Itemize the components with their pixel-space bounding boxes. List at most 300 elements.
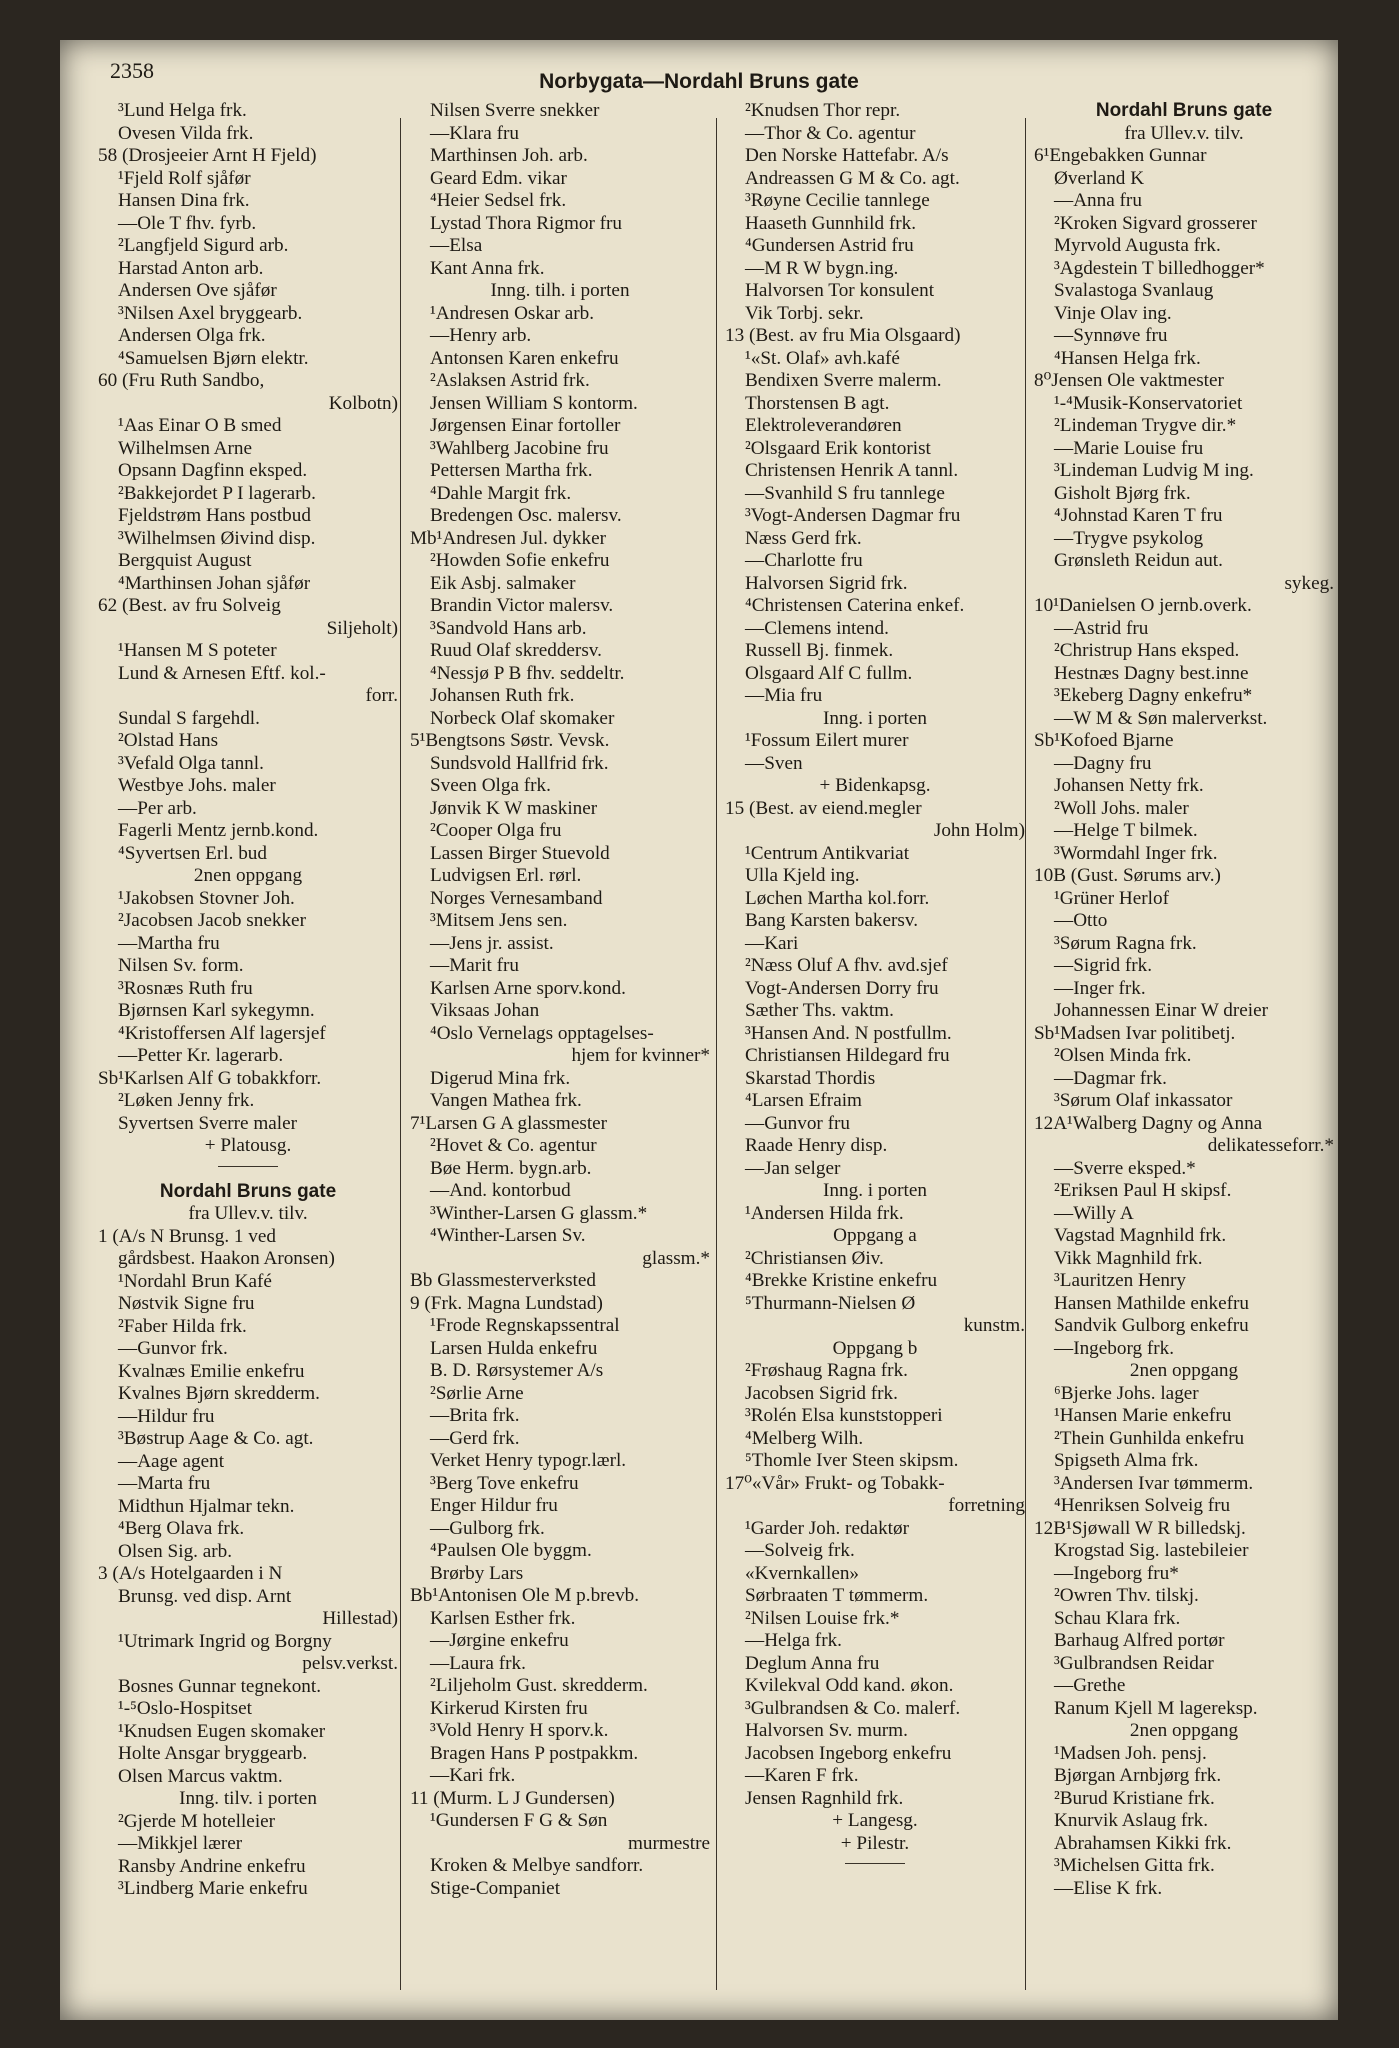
directory-entry: ⁴Marthinsen Johan sjåfør <box>118 572 311 594</box>
directory-entry: —W M & Søn malerverkst. <box>1054 707 1268 729</box>
directory-entry: Olsen Marcus vaktm. <box>118 1765 283 1787</box>
street-heading: Nordahl Bruns gate <box>159 1180 337 1202</box>
directory-entry: Larsen Hulda enkefru <box>430 1337 598 1359</box>
directory-entry: Kroken & Melbye sandforr. <box>430 1855 644 1876</box>
directory-entry: 7¹Larsen G A glassmester <box>410 1112 608 1134</box>
directory-entry: ²Burud Kristiane frk. <box>1054 1787 1215 1809</box>
directory-entry: —Gerd frk. <box>430 1427 520 1449</box>
directory-entry: 10¹Danielsen O jernb.overk. <box>1034 595 1252 616</box>
directory-entry: Pettersen Martha frk. <box>430 460 593 481</box>
directory-entry: ⁴Dahle Margit frk. <box>430 482 572 504</box>
directory-entry: ⁴Samuelsen Bjørn elektr. <box>118 347 309 369</box>
directory-page <box>60 40 1338 2020</box>
directory-entry: 58 (Drosjeeier Arnt H Fjeld) <box>98 145 317 166</box>
directory-entry: ⁴Hansen Helga frk. <box>1054 347 1201 369</box>
directory-entry: ¹Hansen M S poteter <box>118 640 277 661</box>
directory-entry: ⁴Larsen Efraim <box>745 1090 862 1111</box>
directory-entry: Digerud Mina frk. <box>430 1067 571 1089</box>
directory-entry: Raade Henry disp. <box>745 1135 888 1156</box>
directory-entry: ³Nilsen Axel bryggearb. <box>118 302 303 324</box>
directory-entry: Halvorsen Sv. murm. <box>745 1720 908 1741</box>
directory-entry: Spigseth Alma frk. <box>1054 1450 1199 1471</box>
directory-entry: Johannessen Einar W dreier <box>1054 1000 1269 1021</box>
column-divider <box>400 118 401 1990</box>
directory-entry: ³Wormdahl Inger frk. <box>1054 842 1218 864</box>
directory-entry: ³Gulbrandsen Reidar <box>1054 1652 1214 1674</box>
directory-entry: Bjørgan Arnbjørg frk. <box>1054 1765 1222 1786</box>
directory-entry: ³Ekeberg Dagny enkefru* <box>1054 685 1253 706</box>
directory-entry: Oppgang b <box>832 1337 918 1359</box>
directory-entry: —Sven <box>745 752 803 774</box>
directory-entry: ¹Fossum Eilert murer <box>745 730 909 751</box>
directory-entry: sykeg. <box>1284 572 1334 594</box>
directory-entry: —Petter Kr. lagerarb. <box>118 1045 284 1066</box>
directory-entry: + Pilestr. <box>840 1832 910 1854</box>
directory-entry: Jønvik K W maskiner <box>430 797 598 819</box>
directory-entry: Inng. tilv. i porten <box>179 1788 317 1809</box>
directory-entry: ²Løken Jenny frk. <box>118 1090 255 1111</box>
directory-entry: Sb¹Karlsen Alf G tobakkforr. <box>98 1067 322 1089</box>
directory-entry: Schau Klara frk. <box>1054 1607 1181 1629</box>
directory-entry: gårdsbest. Haakon Aronsen) <box>118 1248 335 1269</box>
directory-entry: Hillestad) <box>322 1608 398 1629</box>
directory-entry: —Gunvor frk. <box>118 1338 228 1359</box>
directory-entry: ⁴Paulsen Ole byggm. <box>430 1540 592 1561</box>
directory-entry: Øverland K <box>1054 167 1145 189</box>
directory-entry: 10B (Gust. Sørums arv.) <box>1034 865 1221 886</box>
section-separator <box>845 1863 905 1864</box>
directory-entry: ¹Centrum Antikvariat <box>745 842 910 864</box>
directory-entry: ²Howden Sofie enkefru <box>430 550 610 571</box>
directory-entry: —Otto <box>1054 910 1108 931</box>
directory-entry: ²Bakkejordet P I lagerarb. <box>118 482 316 504</box>
directory-entry: ²Gjerde M hotelleier <box>118 1810 276 1832</box>
directory-entry: Christiansen Hildegard fru <box>745 1045 950 1066</box>
directory-entry: ¹Jakobsen Stovner Joh. <box>118 887 295 909</box>
directory-entry: Vik Torbj. sekr. <box>745 302 864 324</box>
directory-entry: hjem for kvinner* <box>571 1045 710 1066</box>
directory-entry: 13 (Best. av fru Mia Olsgaard) <box>725 325 961 346</box>
directory-entry: Hestnæs Dagny best.inne <box>1054 662 1249 684</box>
directory-entry: Den Norske Hattefabr. A/s <box>745 145 949 166</box>
directory-entry: —Brita frk. <box>430 1405 520 1426</box>
directory-entry: ¹Hansen Marie enkefru <box>1054 1405 1232 1426</box>
directory-entry: —Inger frk. <box>1054 977 1146 999</box>
directory-entry: ⁴Berg Olava frk. <box>118 1518 245 1539</box>
directory-entry: Ulla Kjeld ing. <box>745 865 860 886</box>
directory-entry: ³Rolén Elsa kunststopperi <box>745 1405 943 1426</box>
directory-entry: ¹Nordahl Brun Kafé <box>118 1270 272 1292</box>
directory-entry: 17⁰«Vår» Frukt- og Tobakk- <box>725 1472 945 1494</box>
directory-entry: Sørbraaten T tømmerm. <box>745 1585 929 1606</box>
directory-entry: Norges Vernesamband <box>430 887 603 909</box>
directory-entry: delikatesseforr.* <box>1207 1135 1334 1156</box>
directory-entry: ³Mitsem Jens sen. <box>430 910 568 931</box>
directory-entry: Andreassen G M & Co. agt. <box>745 167 960 189</box>
directory-entry: ³Hansen And. N postfullm. <box>745 1022 952 1044</box>
directory-entry: Olsen Sig. arb. <box>118 1540 233 1562</box>
directory-entry: Inng. i porten <box>823 707 927 729</box>
directory-column-3 <box>725 100 1025 1878</box>
directory-entry: —Grethe <box>1054 1675 1126 1696</box>
directory-entry: Hansen Mathilde enkefru <box>1054 1292 1250 1314</box>
directory-entry: ⁴Brekke Kristine enkefru <box>745 1270 938 1291</box>
directory-entry: B. D. Rørsystemer A/s <box>430 1360 604 1381</box>
directory-entry: John Holm) <box>933 820 1025 841</box>
page-number: 2358 <box>110 58 154 83</box>
directory-entry: Grønsleth Reidun aut. <box>1054 550 1223 571</box>
directory-entry: ³Lund Helga frk. <box>118 100 247 121</box>
directory-entry: ³Lindeman Ludvig M ing. <box>1054 460 1254 481</box>
directory-column-4 <box>1034 100 1334 1900</box>
directory-entry: Ruud Olaf skreddersv. <box>430 640 602 661</box>
directory-entry: Vinje Olav ing. <box>1054 302 1172 324</box>
directory-entry: ²Thein Gunhilda enkefru <box>1054 1427 1245 1449</box>
directory-entry: 2nen oppgang <box>1129 1720 1239 1741</box>
directory-entry: ³Lauritzen Henry <box>1054 1270 1187 1291</box>
directory-entry: ²Nilsen Louise frk.* <box>745 1607 900 1629</box>
directory-entry: Andersen Ove sjåfør <box>118 280 277 301</box>
directory-entry: Hansen Dina frk. <box>118 190 250 211</box>
directory-entry: Johansen Ruth frk. <box>430 685 575 706</box>
directory-entry: —Henry arb. <box>430 325 532 346</box>
directory-entry: —Marta fru <box>118 1473 211 1494</box>
directory-entry: ¹-⁴Musik-Konservatoriet <box>1054 392 1243 414</box>
directory-entry: Oppgang a <box>833 1225 917 1246</box>
directory-entry: Antonsen Karen enkefru <box>430 347 619 369</box>
directory-entry: Viksaas Johan <box>430 1000 540 1021</box>
directory-entry: Deglum Anna fru <box>745 1652 880 1674</box>
directory-entry: —Thor & Co. agentur <box>745 122 916 144</box>
directory-entry: ²Frøshaug Ragna frk. <box>745 1360 908 1381</box>
directory-entry: ²Owren Thv. tilskj. <box>1054 1585 1199 1606</box>
directory-entry: Ransby Andrine enkefru <box>118 1855 306 1877</box>
directory-entry: ³Vefald Olga tannl. <box>118 752 264 774</box>
directory-entry: Sandvik Gulborg enkefru <box>1054 1315 1249 1336</box>
directory-entry: —Solveig frk. <box>745 1540 855 1561</box>
directory-entry: ⁴Nessjø P B fhv. seddeltr. <box>430 662 625 684</box>
directory-entry: ²Sørlie Arne <box>430 1382 524 1404</box>
directory-entry: Fjeldstrøm Hans postbud <box>118 505 311 526</box>
directory-entry: Karlsen Esther frk. <box>430 1607 576 1629</box>
directory-entry: Sundsvold Hallfrid frk. <box>430 752 609 774</box>
directory-column-1 <box>98 100 398 1901</box>
directory-entry: Svalastoga Svanlaug <box>1054 280 1214 301</box>
directory-entry: ³Andersen Ivar tømmerm. <box>1054 1472 1254 1494</box>
directory-entry: forr. <box>365 685 398 706</box>
directory-entry: 5¹Bengtsons Søstr. Vevsk. <box>410 730 610 751</box>
directory-entry: Opsann Dagfinn eksped. <box>118 460 308 481</box>
directory-entry: Bøe Herm. bygn.arb. <box>430 1157 592 1179</box>
directory-entry: 12A¹Walberg Dagny og Anna <box>1034 1112 1263 1134</box>
directory-entry: —Svanhild S fru tannlege <box>745 482 945 504</box>
directory-entry: Sveen Olga frk. <box>430 775 551 796</box>
directory-entry: Gisholt Bjørg frk. <box>1054 482 1191 504</box>
directory-entry: Bjørnsen Karl sykegymn. <box>118 1000 315 1021</box>
directory-entry: 3 (A/s Hotelgaarden i N <box>98 1563 283 1584</box>
directory-entry: Ranum Kjell M lagereksp. <box>1054 1697 1258 1719</box>
directory-entry: ²Liljeholm Gust. skredderm. <box>430 1675 648 1696</box>
directory-entry: ³Gulbrandsen & Co. malerf. <box>745 1697 961 1719</box>
directory-entry: Skarstad Thordis <box>745 1067 876 1089</box>
directory-entry: Kolbotn) <box>328 392 398 414</box>
directory-entry: ⁴Gundersen Astrid fru <box>745 235 914 256</box>
directory-entry: ³Winther-Larsen G glassm.* <box>430 1202 648 1224</box>
directory-entry: Lassen Birger Stuevold <box>430 842 610 864</box>
directory-entry: Bb¹Antonisen Ole M p.brevb. <box>410 1585 640 1606</box>
running-head: Norbygata—Nordahl Bruns gate <box>539 70 859 93</box>
directory-entry: ¹Knudsen Eugen skomaker <box>118 1720 326 1742</box>
directory-entry: Bragen Hans P postpakkm. <box>430 1742 639 1764</box>
directory-entry: —Ingeborg frk. <box>1054 1337 1175 1359</box>
directory-entry: —Charlotte fru <box>745 550 863 571</box>
directory-entry: ¹Andersen Hilda frk. <box>745 1202 904 1224</box>
directory-entry: Næss Gerd frk. <box>745 527 862 549</box>
directory-entry: Elektroleverandøren <box>745 415 902 436</box>
directory-entry: Karlsen Arne sporv.kond. <box>430 977 626 999</box>
directory-entry: —Jørgine enkefru <box>430 1630 569 1651</box>
directory-entry: ⁴Melberg Wilh. <box>745 1427 864 1449</box>
directory-entry: Geard Edm. vikar <box>430 167 567 189</box>
directory-entry: Mb¹Andresen Jul. dykker <box>410 527 606 549</box>
directory-entry: fra Ullev.v. tilv. <box>1124 122 1244 144</box>
directory-entry: Sb¹Madsen Ivar politibetj. <box>1034 1022 1236 1044</box>
directory-entry: 12B¹Sjøwall W R billedskj. <box>1034 1517 1246 1539</box>
directory-entry: ⁶Bjerke Johs. lager <box>1054 1382 1199 1404</box>
directory-entry: ¹Aas Einar O B smed <box>118 415 282 436</box>
directory-entry: —Karen F frk. <box>745 1765 859 1786</box>
directory-entry: ³Wilhelmsen Øivind disp. <box>118 527 316 549</box>
directory-entry: 11 (Murm. L J Gundersen) <box>410 1787 615 1809</box>
directory-entry: ²Knudsen Thor repr. <box>745 100 901 121</box>
directory-entry: pelsv.verkst. <box>302 1653 398 1674</box>
directory-entry: Syvertsen Sverre maler <box>118 1112 298 1134</box>
directory-entry: Brandin Victor malersv. <box>430 595 614 616</box>
directory-entry: ⁴Christensen Caterina enkef. <box>745 595 965 616</box>
directory-entry: ²Olsen Minda frk. <box>1054 1045 1192 1066</box>
directory-entry: ³Agdestein T billedhogger* <box>1054 257 1265 279</box>
directory-entry: ⁵Thomle Iver Steen skipsm. <box>745 1450 959 1471</box>
directory-entry: Inng. tilh. i porten <box>490 280 630 301</box>
directory-entry: —Helga frk. <box>745 1630 842 1651</box>
directory-entry: ²Christrup Hans eksped. <box>1054 640 1240 661</box>
directory-entry: —Sigrid frk. <box>1054 955 1153 976</box>
directory-entry: ¹Andresen Oskar arb. <box>430 302 594 324</box>
directory-entry: ⁵Thurmann-Nielsen Ø <box>745 1292 916 1314</box>
directory-entry: —Laura frk. <box>430 1652 526 1674</box>
directory-entry: —Helge T bilmek. <box>1054 820 1198 841</box>
directory-entry: Christensen Henrik A tannl. <box>745 460 959 481</box>
directory-entry: Lund & Arnesen Eftf. kol.- <box>118 662 326 684</box>
directory-entry: ³Sørum Ragna frk. <box>1054 932 1197 954</box>
directory-entry: Brørby Lars <box>430 1562 524 1584</box>
column-divider <box>716 118 717 1990</box>
directory-entry: Harstad Anton arb. <box>118 257 264 279</box>
directory-entry: Halvorsen Sigrid frk. <box>745 572 908 594</box>
directory-entry: 8⁰Jensen Ole vaktmester <box>1034 370 1224 391</box>
directory-entry: ¹Garder Joh. redaktør <box>745 1517 909 1539</box>
directory-entry: ¹Gundersen F G & Søn <box>430 1810 608 1831</box>
directory-entry: Norbeck Olaf skomaker <box>430 707 615 729</box>
directory-entry: Eik Asbj. salmaker <box>430 572 576 594</box>
column-divider <box>1025 118 1026 1990</box>
directory-entry: ¹Frode Regnskapssentral <box>430 1315 620 1336</box>
directory-entry: Kant Anna frk. <box>430 257 545 279</box>
directory-entry: Vangen Mathea frk. <box>430 1090 582 1111</box>
directory-entry: ¹Utrimark Ingrid og Borgny <box>118 1630 332 1652</box>
directory-entry: ³Vogt-Andersen Dagmar fru <box>745 505 961 526</box>
directory-entry: —Marie Louise fru <box>1054 437 1204 459</box>
directory-entry: Kvilekval Odd kand. økon. <box>745 1675 954 1696</box>
directory-entry: Lystad Thora Rigmor fru <box>430 212 623 234</box>
directory-entry: Ovesen Vilda frk. <box>118 122 254 144</box>
directory-entry: Sæther Ths. vaktm. <box>745 1000 894 1021</box>
directory-entry: ⁴Henriksen Solveig fru <box>1054 1495 1231 1516</box>
directory-entry: ³Vold Henry H sporv.k. <box>430 1720 609 1741</box>
directory-entry: —Astrid fru <box>1054 617 1149 639</box>
directory-entry: 6¹Engebakken Gunnar <box>1034 145 1207 166</box>
directory-entry: Kirkerud Kirsten fru <box>430 1697 588 1719</box>
directory-entry: ²Woll Johs. maler <box>1054 797 1189 819</box>
directory-entry: Kvalnes Bjørn skredderm. <box>118 1383 320 1404</box>
directory-entry: —Jens jr. assist. <box>430 932 554 954</box>
directory-entry: Stige-Companiet <box>430 1877 561 1899</box>
directory-entry: —Aage agent <box>118 1450 225 1472</box>
directory-entry: Johansen Netty frk. <box>1054 775 1204 796</box>
directory-entry: —Klara fru <box>430 122 519 144</box>
directory-entry: ²Cooper Olga fru <box>430 820 562 841</box>
directory-entry: ¹«St. Olaf» avh.kafé <box>745 347 900 369</box>
directory-entry: —Jan selger <box>745 1157 841 1179</box>
directory-entry: Midthun Hjalmar tekn. <box>118 1495 295 1517</box>
directory-entry: kunstm. <box>963 1315 1025 1336</box>
directory-entry: —Trygve psykolog <box>1054 527 1204 549</box>
directory-entry: Wilhelmsen Arne <box>118 437 253 459</box>
directory-entry: Vagstad Magnhild frk. <box>1054 1225 1227 1246</box>
directory-entry: ⁴Syvertsen Erl. bud <box>118 842 267 864</box>
directory-entry: 60 (Fru Ruth Sandbo, <box>98 370 265 391</box>
section-separator <box>218 1166 278 1167</box>
directory-entry: glassm.* <box>642 1247 710 1269</box>
directory-entry: Myrvold Augusta frk. <box>1054 235 1221 256</box>
directory-entry: ⁴Johnstad Karen T fru <box>1054 505 1223 526</box>
directory-entry: murmestre <box>627 1832 710 1854</box>
directory-entry: Nilsen Sverre snekker <box>430 100 600 121</box>
directory-entry: ²Hovet & Co. agentur <box>430 1135 597 1156</box>
directory-entry: ³Berg Tove enkefru <box>430 1472 579 1494</box>
directory-entry: «Kvernkallen» <box>745 1562 860 1584</box>
directory-entry: Knurvik Aslaug frk. <box>1054 1810 1209 1831</box>
directory-entry: 2nen oppgang <box>1129 1360 1239 1381</box>
directory-entry: ³Røyne Cecilie tannlege <box>745 190 930 211</box>
directory-entry: —Ingeborg fru* <box>1054 1562 1179 1584</box>
directory-entry: ²Christiansen Øiv. <box>745 1247 884 1269</box>
directory-entry: Fagerli Mentz jernb.kond. <box>118 820 319 841</box>
directory-entry: + Bidenkapsg. <box>819 775 931 796</box>
directory-entry: Thorstensen B agt. <box>745 392 890 414</box>
directory-entry: ²Næss Oluf A fhv. avd.sjef <box>745 955 948 976</box>
directory-entry: Bb Glassmesterverksted <box>410 1270 596 1291</box>
directory-entry: Sundal S fargehdl. <box>118 707 260 729</box>
directory-entry: —Marit fru <box>430 955 519 976</box>
directory-entry: Enger Hildur fru <box>430 1495 558 1516</box>
directory-entry: —Dagmar frk. <box>1054 1067 1167 1089</box>
directory-entry: Løchen Martha kol.forr. <box>745 887 930 909</box>
directory-entry: ²Kroken Sigvard grosserer <box>1054 212 1257 234</box>
directory-entry: Russell Bj. finmek. <box>745 640 894 661</box>
directory-entry: —Mikkjel lærer <box>118 1833 243 1854</box>
directory-entry: Jacobsen Sigrid frk. <box>745 1382 898 1404</box>
directory-entry: ²Aslaksen Astrid frk. <box>430 370 590 391</box>
directory-entry: Haaseth Gunnhild frk. <box>745 212 917 234</box>
directory-entry: ³Wahlberg Jacobine fru <box>430 437 609 459</box>
directory-entry: Andersen Olga frk. <box>118 325 266 346</box>
directory-entry: Vikk Magnhild frk. <box>1054 1247 1203 1269</box>
directory-entry: Jacobsen Ingeborg enkefru <box>745 1742 952 1764</box>
directory-entry: —Mia fru <box>745 685 823 706</box>
directory-entry: —Anna fru <box>1054 190 1142 211</box>
directory-entry: 15 (Best. av eiend.megler <box>725 797 922 819</box>
directory-entry: ³Sørum Olaf inkassator <box>1054 1090 1233 1111</box>
directory-entry: Bergquist August <box>118 550 252 571</box>
directory-entry: Bang Karsten bakersv. <box>745 910 918 931</box>
directory-entry: —Elsa <box>430 235 483 256</box>
directory-entry: —Willy A <box>1054 1202 1134 1224</box>
directory-entry: ²Eriksen Paul H skipsf. <box>1054 1180 1232 1201</box>
street-heading: Nordahl Bruns gate <box>1095 100 1273 121</box>
directory-entry: Holte Ansgar bryggearb. <box>118 1743 308 1764</box>
directory-entry: ³Rosnæs Ruth fru <box>118 977 253 999</box>
directory-entry: Kvalnæs Emilie enkefru <box>118 1360 305 1382</box>
directory-entry: ²Olstad Hans <box>118 730 219 751</box>
directory-entry: Jensen William S kontorm. <box>430 392 638 414</box>
directory-entry: Brunsg. ved disp. Arnt <box>118 1585 292 1607</box>
directory-entry: Jensen Ragnhild frk. <box>745 1787 904 1809</box>
directory-entry: ⁴Winther-Larsen Sv. <box>430 1225 586 1246</box>
directory-entry: Inng. i porten <box>823 1180 927 1201</box>
directory-entry: —Sverre eksped.* <box>1054 1157 1196 1179</box>
directory-entry: Westbye Johs. maler <box>118 775 276 796</box>
directory-entry: ²Jacobsen Jacob snekker <box>118 910 306 931</box>
directory-entry: Abrahamsen Kikki frk. <box>1054 1832 1232 1854</box>
directory-entry: —Clemens intend. <box>745 617 889 639</box>
directory-entry: ¹-⁵Oslo-Hospitset <box>118 1698 252 1719</box>
directory-entry: Marthinsen Joh. arb. <box>430 145 588 166</box>
directory-entry: ⁴Heier Sedsel frk. <box>430 190 567 211</box>
directory-entry: —Per arb. <box>118 797 197 819</box>
directory-entry: —Elise K frk. <box>1054 1877 1163 1899</box>
directory-entry: Nøstvik Signe fru <box>118 1293 255 1314</box>
directory-entry: —Martha fru <box>118 932 220 954</box>
directory-entry: ³Sandvold Hans arb. <box>430 617 587 639</box>
directory-entry: Nilsen Sv. form. <box>118 955 244 976</box>
directory-entry: 2nen oppgang <box>193 865 303 886</box>
directory-entry: ¹Fjeld Rolf sjåfør <box>118 167 251 189</box>
directory-entry: —Kari <box>745 932 799 954</box>
directory-entry: —M R W bygn.ing. <box>745 257 899 279</box>
directory-entry: forretning <box>948 1495 1025 1516</box>
directory-entry: 9 (Frk. Magna Lundstad) <box>410 1292 603 1314</box>
directory-entry: —Kari frk. <box>430 1765 516 1786</box>
directory-entry: ⁴Kristoffersen Alf lagersjef <box>118 1022 326 1044</box>
directory-entry: 1 (A/s N Brunsg. 1 ved <box>98 1225 277 1247</box>
directory-entry: + Platousg. <box>204 1135 292 1156</box>
directory-entry: ²Olsgaard Erik kontorist <box>745 437 931 459</box>
directory-entry: ¹Grüner Herlof <box>1054 887 1169 909</box>
directory-entry: —Dagny fru <box>1054 752 1152 774</box>
directory-entry: ³Michelsen Gitta frk. <box>1054 1855 1215 1876</box>
directory-entry: ²Lindeman Trygve dir.* <box>1054 415 1237 436</box>
